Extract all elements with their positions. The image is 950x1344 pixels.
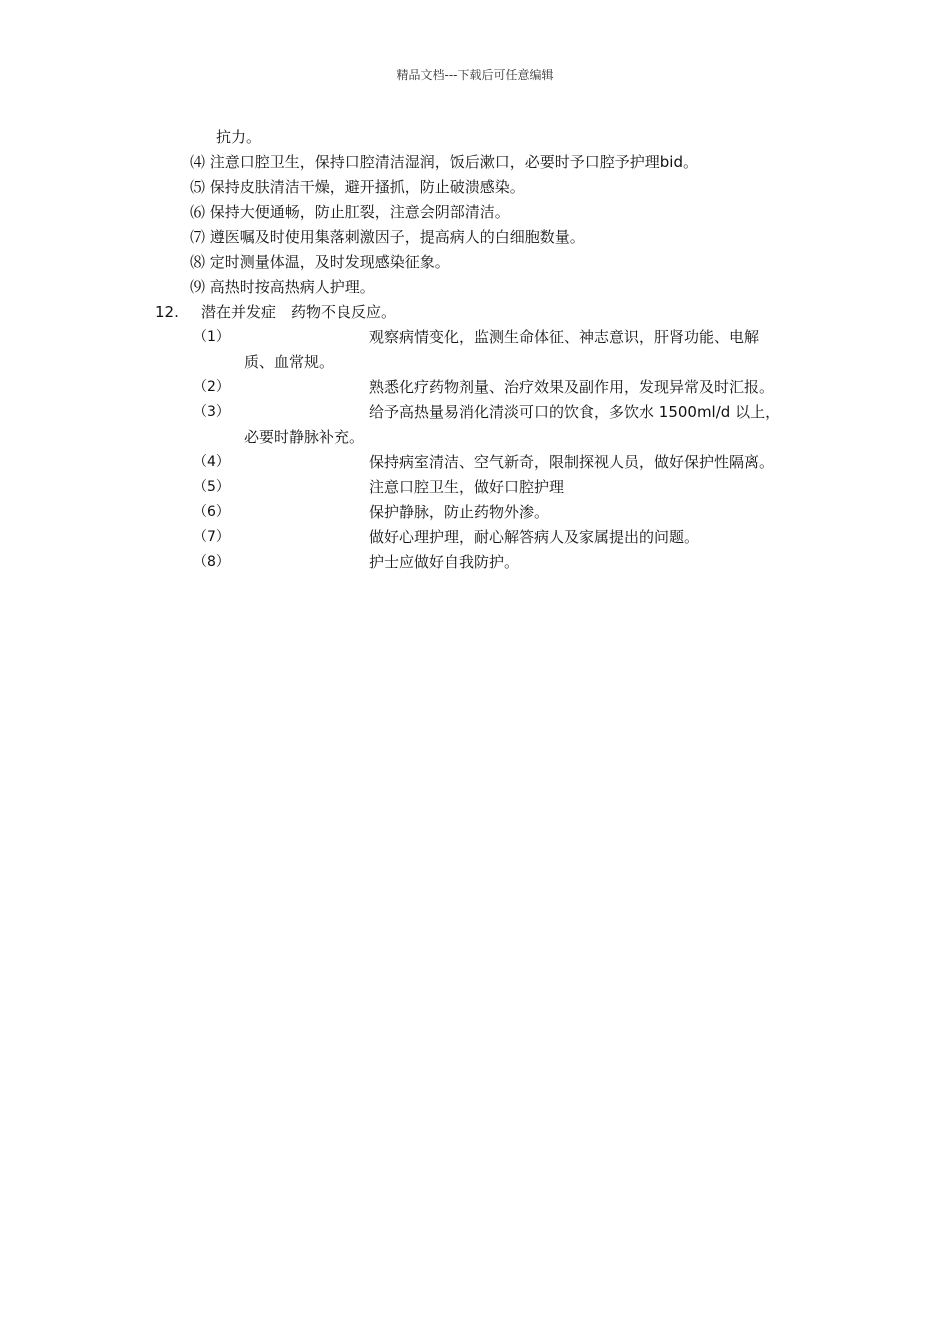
sub-item-number: （7） xyxy=(193,529,230,545)
care-item-4: ⑷ 注意口腔卫生，保持口腔清洁湿润，饭后漱口，必要时予口腔予护理bid。 xyxy=(190,153,698,171)
sub-item-number: （2） xyxy=(193,379,230,395)
continuation-line: 抗力。 xyxy=(216,128,262,146)
care-item-7: ⑺ 遵医嘱及时使用集落刺激因子，提高病人的白细胞数量。 xyxy=(190,228,585,246)
care-item-9: ⑼ 高热时按高热病人护理。 xyxy=(190,278,375,296)
sub-item-number: （3） xyxy=(193,404,230,420)
sub-item-number: （8） xyxy=(193,554,230,570)
sub-item-text: 注意口腔卫生，做好口腔护理 xyxy=(369,478,565,496)
sub-item-text: 观察病情变化，监测生命体征、神志意识，肝肾功能、电解 xyxy=(369,328,760,346)
section-title: 潜在并发症 药物不良反应。 xyxy=(201,303,397,321)
section-12-heading xyxy=(155,302,396,322)
sub-item-text: 做好心理护理，耐心解答病人及家属提出的问题。 xyxy=(369,528,700,546)
sub-item-text: 护士应做好自我防护。 xyxy=(369,553,520,571)
page-header: 精品文档---下载后可任意编辑 xyxy=(396,68,554,82)
sub-item-number: （6） xyxy=(193,504,230,520)
section-number: 12. xyxy=(155,303,179,321)
sub-item-text: 给予高热量易消化清淡可口的饮食，多饮水 1500ml/d 以上， xyxy=(369,403,781,421)
sub-item-number: （1） xyxy=(193,329,230,345)
sub-item-number: （4） xyxy=(193,454,230,470)
care-item-6: ⑹ 保持大便通畅，防止肛裂，注意会阴部清洁。 xyxy=(190,203,510,221)
care-item-8: ⑻ 定时测量体温，及时发现感染征象。 xyxy=(190,253,450,271)
sub-item-text: 保护静脉，防止药物外渗。 xyxy=(369,503,550,521)
care-item-5: ⑸ 保持皮肤清洁干燥，避开搔抓，防止破溃感染。 xyxy=(190,178,525,196)
sub-item-continuation: 质、血常规。 xyxy=(244,353,335,371)
sub-item-number: （5） xyxy=(193,479,230,495)
sub-item-text: 保持病室清洁、空气新奇，限制探视人员，做好保护性隔离。 xyxy=(369,453,775,471)
sub-item-text: 熟悉化疗药物剂量、治疗效果及副作用，发现异常及时汇报。 xyxy=(369,378,775,396)
sub-item-continuation: 必要时静脉补充。 xyxy=(244,428,365,446)
